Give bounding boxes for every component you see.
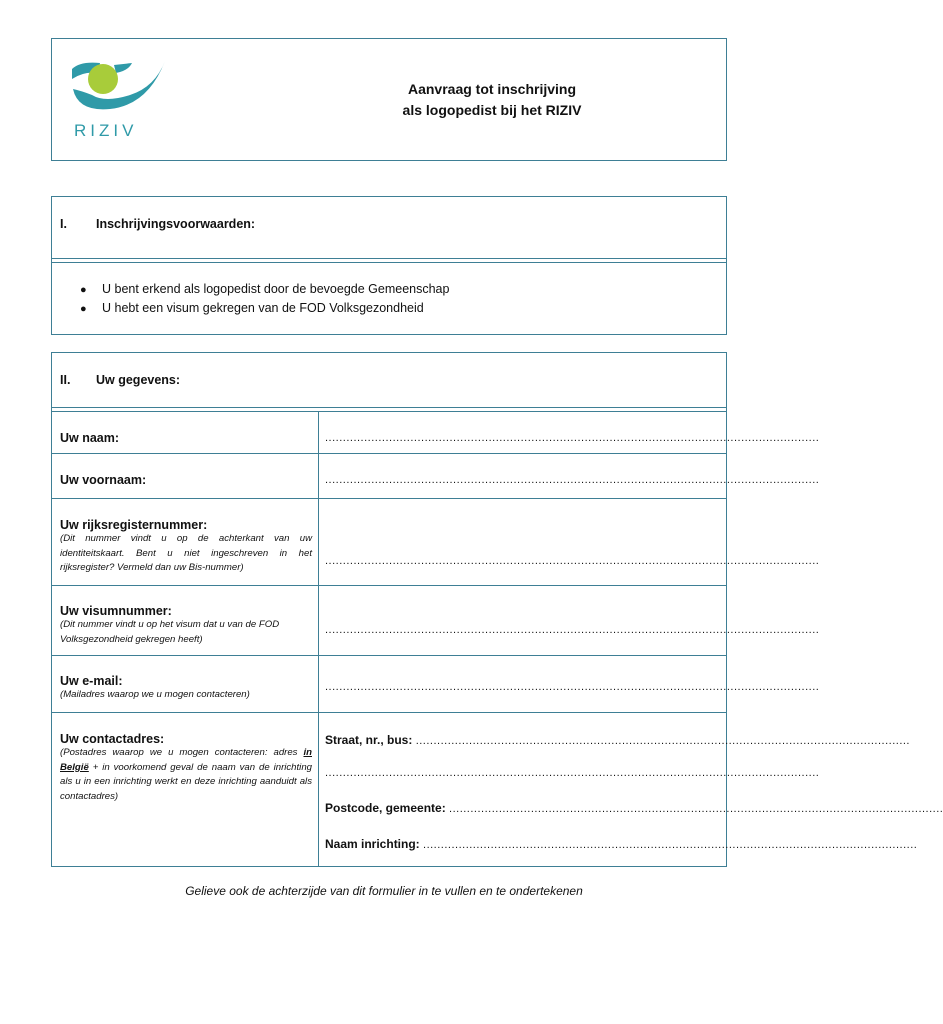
email-row-label: Uw e-mail: (Mailadres waarop we u mogen contacteren) (60, 674, 312, 703)
email-note: (Mailadres waarop we u mogen contacteren) (60, 689, 250, 700)
form-title-line1: Aanvraag tot inschrijving (407, 81, 577, 97)
postcode-input-field[interactable]: Postcode, gemeente: ........................................................................................................................................... (325, 801, 943, 815)
national-register-input-field[interactable]: ........................................................................................................................................... (325, 555, 820, 567)
name-input-field[interactable]: ........................................................................................................................................... (325, 432, 820, 444)
first-name-input-field[interactable]: ........................................................................................................................................... (325, 474, 820, 486)
logo-text: RIZIV (74, 121, 138, 140)
section-details (51, 352, 943, 867)
form-title-line2: als logopedist bij het RIZIV (402, 102, 582, 118)
national-register-row-label: Uw rijksregisternummer: (Dit nummer vindt u op de achterkant van uw identiteitskaart. Bent u niet ingeschreven in het rijksregister? Vermeld dan uw Bis-nummer) (60, 518, 312, 576)
header-box (51, 38, 727, 161)
section1-divider (52, 258, 726, 263)
name-row-label: Uw naam: (60, 431, 120, 445)
street-line2-input-field[interactable]: ........................................................................................................................................... (325, 767, 820, 779)
section1-title: Inschrijvingsvoorwaarden: (96, 217, 256, 231)
riziv-logo-icon (70, 57, 170, 117)
section2-title: Uw gegevens: (96, 373, 181, 387)
section2-divider (52, 407, 726, 412)
national-register-note: (Dit nummer vindt u op de achterkant van uw identiteitskaart. Bent u niet ingeschreven in het rijksregister? Vermeld dan uw Bis-nummer) (60, 533, 312, 573)
contact-address-note: (Postadres waarop we u mogen contacteren: adres in België + in voorkomend geval de naam van de inrichting als u in een inrichting werkt en deze inrichting aanduidt als contactadres) (60, 747, 312, 802)
condition-item-2: ● U hebt een visum gekregen van de FOD Volksgezondheid (80, 301, 424, 315)
street-input-field[interactable]: Straat, nr., bus: ........................................................................................................................................... (325, 733, 910, 747)
first-name-row-label: Uw voornaam: (60, 473, 147, 487)
row-divider (52, 498, 726, 499)
section2-heading (60, 373, 180, 387)
row-divider (52, 712, 726, 713)
footer-instruction: Gelieve ook de achterzijde van dit formulier in te vullen en te ondertekenen (185, 884, 583, 898)
row-divider (52, 655, 726, 656)
condition-item-1: ● U bent erkend als logopedist door de bevoegde Gemeenschap (80, 282, 450, 296)
bullet-icon: ● (80, 284, 87, 296)
institution-label: Naam inrichting: (325, 837, 424, 851)
section-conditions (51, 196, 727, 335)
bullet-icon: ● (80, 303, 87, 315)
visa-number-input-field[interactable]: ........................................................................................................................................... (325, 624, 820, 636)
row-divider (52, 585, 726, 586)
street-label: Straat, nr., bus: (325, 733, 416, 747)
institution-input-field[interactable]: Naam inrichting: ........................................................................................................................................... (325, 837, 918, 851)
email-input-field[interactable]: ........................................................................................................................................... (325, 681, 820, 693)
postcode-label: Postcode, gemeente: (325, 801, 450, 815)
row-divider (52, 453, 726, 454)
column-divider (318, 411, 319, 867)
section1-number: I. (60, 217, 67, 231)
contact-address-row-label: Uw contactadres: (Postadres waarop we u mogen contacteren: adres in België + in voorkomend geval de naam van de inrichting als u in een inrichting werkt en deze inrichting aanduidt als contactadres) (60, 732, 312, 804)
section1-heading (60, 217, 255, 231)
visa-number-note: (Dit nummer vindt u op het visum dat u van de FOD Volksgezondheid gekregen heeft) (60, 619, 280, 645)
visa-number-row-label: Uw visumnummer: (Dit nummer vindt u op het visum dat u van de FOD Volksgezondheid gekregen heeft) (60, 604, 312, 647)
section2-number: II. (60, 373, 71, 387)
